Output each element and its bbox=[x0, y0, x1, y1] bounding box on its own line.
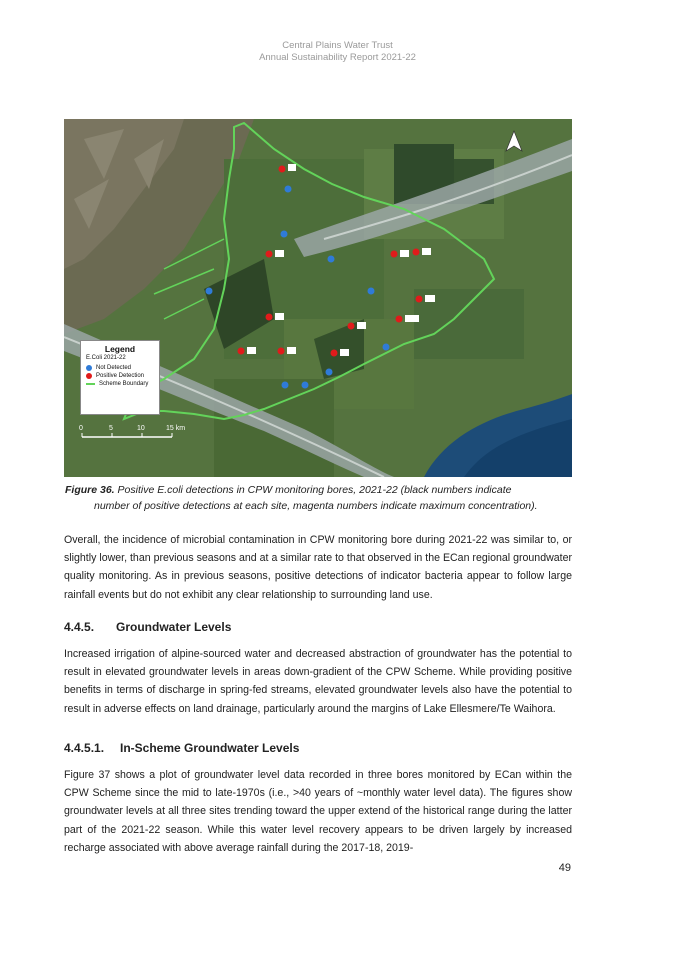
map-legend bbox=[80, 340, 160, 415]
scale-label-15: 15 km bbox=[166, 425, 186, 432]
figure-label: Figure 36. bbox=[65, 484, 115, 496]
blue-dot-icon bbox=[86, 365, 92, 371]
paragraph-contamination: Overall, the incidence of microbial contamination in CPW monitoring bore during 2021-22 was similar to, or slightly lower, than previous seasons and at a similar rate to that observed in the ECan regional groundwater quality monitoring. As in previous seasons, positive detections of indicator bacteria appear to follow large rainfall events but do not exhibit any clear relationship to surrounding land use. bbox=[64, 534, 572, 601]
legend-label: Positive Detection bbox=[96, 373, 145, 379]
legend-label: Scheme Boundary bbox=[99, 381, 149, 387]
scale-label-5: 5 bbox=[109, 425, 113, 432]
legend-item-positive bbox=[86, 373, 154, 379]
caption-text-line2: number of positive detections at each site, magenta numbers indicate maximum concentration). bbox=[94, 500, 538, 512]
green-line-icon bbox=[86, 383, 95, 385]
section-title: Groundwater Levels bbox=[116, 620, 232, 634]
paragraph-groundwater: Increased irrigation of alpine-sourced water and decreased abstraction of groundwater has the potential to result in elevated groundwater levels in areas down-gradient of the CPW Scheme. While providing positive benefits in terms of discharge in spring-fed streams, elevated groundwater levels also have the potential to result in adverse effects on land drainage, particularly around the margins of Lake Ellesmere/Te Waihora. bbox=[64, 648, 572, 715]
legend-label: Not Detected bbox=[96, 365, 132, 371]
legend-item-not-detected bbox=[86, 365, 154, 371]
section-heading-in-scheme bbox=[64, 741, 299, 755]
scale-label-10: 10 bbox=[137, 425, 145, 432]
paragraph-figure37: Figure 37 shows a plot of groundwater level data recorded in three bores monitored by ECan within the CPW Scheme since the mid to late-1970s (i.e., >40 years of ~monthly water level data). The figures show groundwater levels at all three sites trending toward the upper extend of the historical range during the latter part of the 2021-22 season. While this water level recovery appears to be driven largely by increased recharge associated with above average rainfall during the 2017-18, 2019- bbox=[64, 769, 572, 854]
legend-title: Legend bbox=[104, 344, 136, 354]
section-number: 4.4.5. bbox=[64, 620, 95, 634]
red-dot-icon bbox=[86, 373, 92, 379]
section-number: 4.4.5.1. bbox=[64, 741, 105, 755]
legend-item-boundary bbox=[86, 381, 154, 387]
scale-label-0: 0 bbox=[79, 425, 83, 432]
report-header bbox=[0, 40, 675, 64]
satellite-map bbox=[64, 119, 572, 477]
figure-caption bbox=[65, 482, 572, 514]
header-report-title: Annual Sustainability Report 2021-22 bbox=[259, 52, 416, 63]
header-org: Central Plains Water Trust bbox=[282, 40, 393, 51]
section-heading-groundwater-levels bbox=[64, 620, 231, 634]
caption-text-line1: Positive E.coli detections in CPW monitoring bores, 2021-22 (black numbers indicate bbox=[117, 484, 512, 496]
page-number: 49 bbox=[558, 862, 571, 874]
legend-subtitle: E.Coli 2021-22 bbox=[86, 355, 126, 361]
section-title: In-Scheme Groundwater Levels bbox=[120, 741, 300, 755]
ecoli-map-figure bbox=[64, 119, 572, 477]
